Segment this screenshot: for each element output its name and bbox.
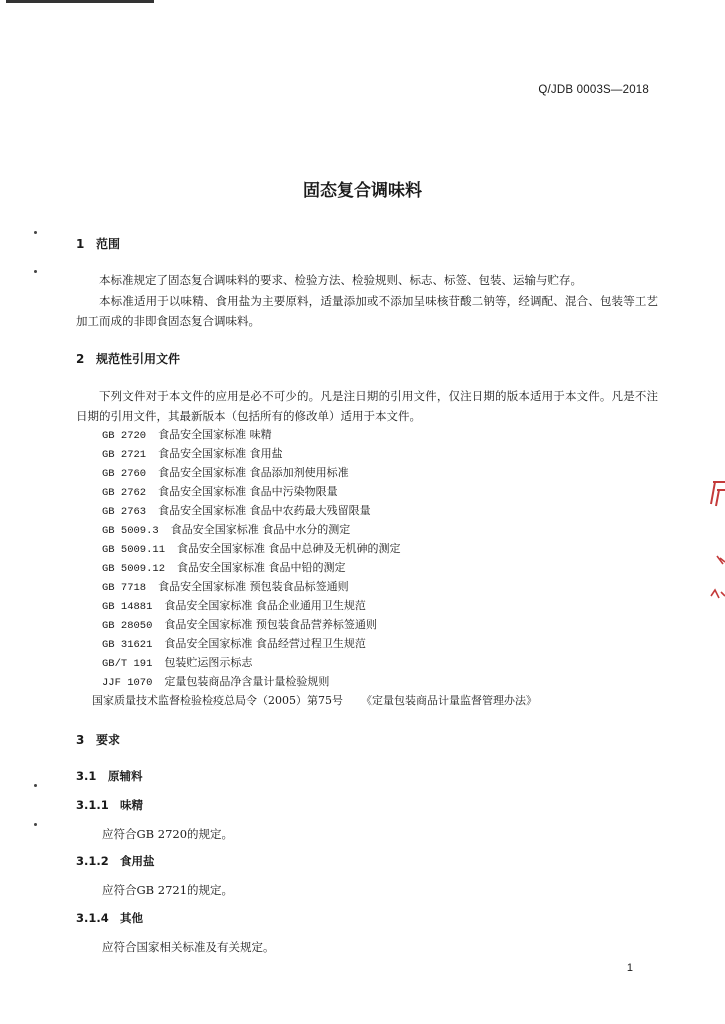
section-title: 要求	[96, 733, 121, 747]
reference-item	[92, 692, 537, 708]
reference-code: GB 2760	[102, 468, 147, 480]
reference-code: JJF 1070	[102, 677, 153, 689]
reference-title: 食品安全国家标准 食品中农药最大残留限量	[158, 504, 371, 517]
reference-code: GB 2720	[102, 430, 147, 442]
reference-code: GB/T 191	[102, 658, 153, 670]
scan-speck	[34, 823, 37, 826]
reference-code: GB 7718	[102, 582, 147, 594]
section-1-heading	[76, 235, 120, 252]
section-2-heading	[76, 350, 180, 367]
scan-speck	[34, 784, 37, 787]
clause-text: 应符合GB 2720的规定。	[102, 827, 234, 841]
reference-item	[102, 502, 371, 518]
scan-speck	[34, 270, 37, 273]
subsection-3-1-4-heading	[76, 910, 143, 926]
reference-title: 食品安全国家标准 食品中水分的测定	[170, 523, 351, 536]
section-3-heading	[76, 731, 120, 748]
reference-title: 食品安全国家标准 食品中污染物限量	[158, 485, 338, 498]
subsection-3-1-1-heading	[76, 797, 143, 813]
reference-title: 食品安全国家标准 食品企业通用卫生规范	[164, 599, 366, 612]
section-title: 范围	[96, 237, 121, 251]
clause-text: 应符合GB 2721的规定。	[102, 883, 234, 897]
subsection-3-1-2-heading	[76, 853, 155, 869]
reference-title: 食品安全国家标准 食用盐	[158, 447, 283, 460]
subsection-title: 原辅料	[108, 769, 143, 783]
reference-item	[102, 445, 283, 461]
reference-title: 食品安全国家标准 食品中铅的测定	[177, 561, 346, 574]
section-number: 2	[76, 352, 85, 366]
reference-code: GB 5009.3	[102, 525, 159, 537]
document-code: Q/JDB 0003S—2018	[538, 84, 649, 96]
subsection-title: 味精	[120, 798, 143, 812]
subsection-number: 3.1.2	[76, 854, 109, 868]
reference-title: 食品安全国家标准 味精	[158, 428, 272, 441]
reference-item	[102, 597, 366, 613]
subsection-3-1-heading	[76, 768, 143, 784]
document-title: 固态复合调味料	[303, 181, 422, 201]
reference-code: GB 14881	[102, 601, 153, 613]
reference-item	[102, 654, 252, 670]
reference-item	[102, 426, 272, 442]
section-number: 3	[76, 733, 85, 747]
section-title: 规范性引用文件	[96, 352, 181, 366]
scope-paragraph-2: 本标准适用于以味精、食用盐为主要原料，适量添加或不添加呈味核苷酸二钠等，经调配、混合、包装等工艺加工而成的非即食固态复合调味料。	[76, 294, 658, 328]
reference-item	[102, 464, 349, 480]
reference-title: 食品安全国家标准 预包装食品营养标签通则	[164, 618, 377, 631]
subsection-title: 其他	[120, 911, 143, 925]
reference-title: 食品安全国家标准 食品经营过程卫生规范	[164, 637, 366, 650]
reference-code: GB 2721	[102, 449, 147, 461]
reference-title: 包装贮运图示标志	[164, 656, 253, 669]
subsection-title: 食用盐	[120, 854, 155, 868]
subsection-number: 3.1	[76, 769, 97, 783]
reference-code: GB 28050	[102, 620, 153, 632]
reference-code: GB 5009.11	[102, 544, 166, 556]
reference-item	[102, 635, 366, 651]
reference-title: 食品安全国家标准 食品添加剂使用标准	[158, 466, 349, 479]
top-edge-rule	[6, 0, 154, 3]
reference-title: 《定量包装商品计量监督管理办法》	[361, 694, 537, 707]
reference-code: GB 2762	[102, 487, 147, 499]
reference-title: 食品安全国家标准 食品中总砷及无机砷的测定	[177, 542, 401, 555]
reference-code: GB 2763	[102, 506, 147, 518]
reference-item	[102, 616, 377, 632]
reference-item	[102, 673, 329, 689]
reference-item	[102, 483, 338, 499]
reference-title: 定量包装商品净含量计量检验规则	[164, 675, 330, 688]
section-number: 1	[76, 237, 85, 251]
reference-code: GB 5009.12	[102, 563, 166, 575]
reference-item	[102, 540, 401, 556]
scan-speck	[34, 231, 37, 234]
reference-code: GB 31621	[102, 639, 153, 651]
clause-text: 应符合国家相关标准及有关规定。	[102, 940, 275, 954]
page-number: 1	[626, 962, 633, 974]
references-intro: 下列文件对于本文件的应用是必不可少的。凡是注日期的引用文件，仅注日期的版本适用于本文件。凡是不注日期的引用文件，其最新版本（包括所有的修改单）适用于本文件。	[76, 389, 658, 423]
reference-item	[102, 559, 346, 575]
reference-item	[102, 578, 349, 594]
reference-title: 食品安全国家标准 预包装食品标签通则	[158, 580, 349, 593]
subsection-number: 3.1.1	[76, 798, 109, 812]
reference-code: 国家质量技术监督检验检疫总局令（2005）第75号	[92, 694, 343, 707]
subsection-number: 3.1.4	[76, 911, 109, 925]
seal-stamp-fragment	[707, 478, 725, 608]
scope-paragraph-1: 本标准规定了固态复合调味料的要求、检验方法、检验规则、标志、标签、包装、运输与贮存。	[99, 273, 582, 287]
reference-item	[102, 521, 350, 537]
